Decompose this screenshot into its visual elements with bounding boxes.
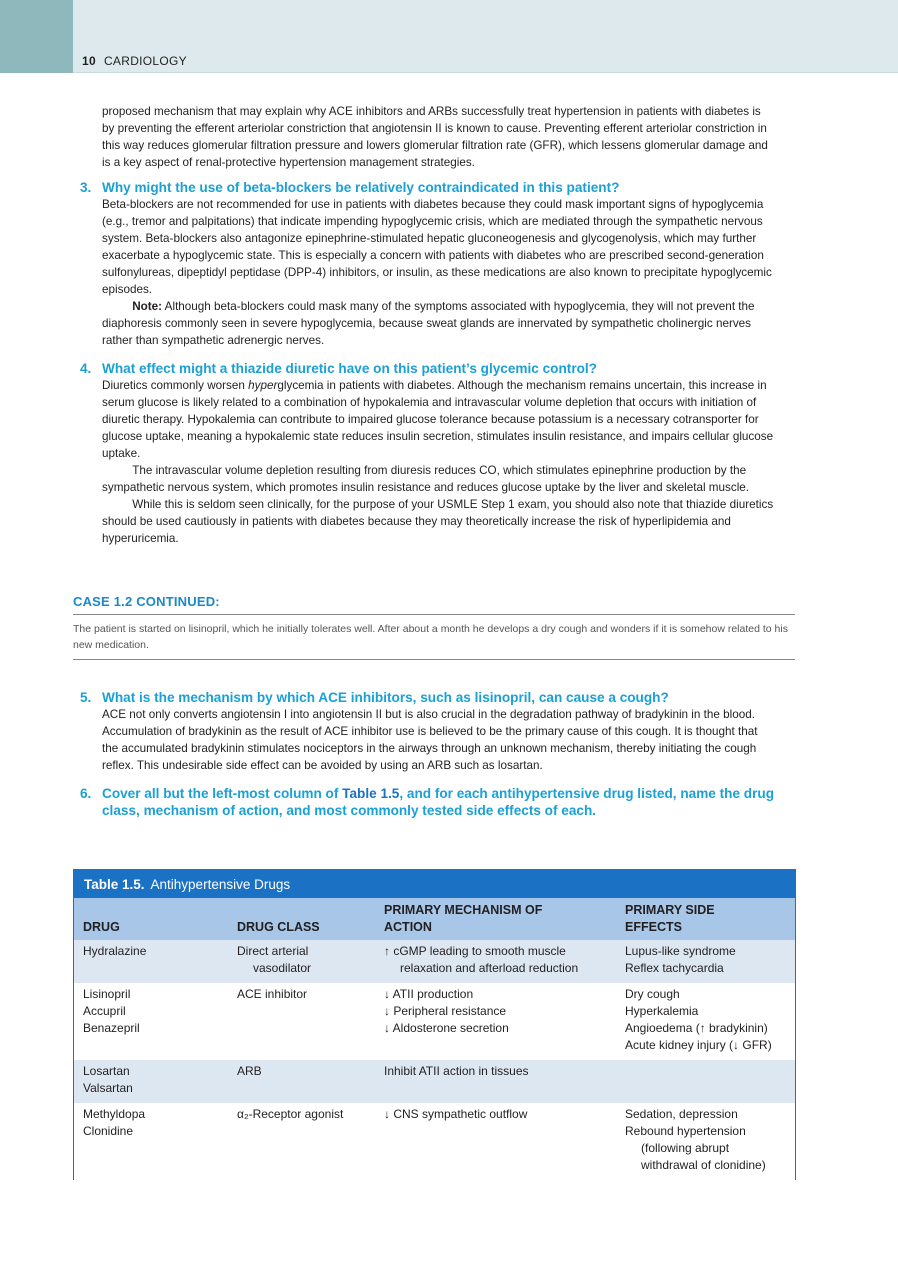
cell-line: Lisinopril [83,987,131,1001]
cell-line: ACE inhibitor [237,987,308,1001]
question-number: 5. [80,690,92,705]
table-row [74,983,795,1060]
cell-line: withdrawal of clonidine) [641,1158,766,1172]
answer-paragraph [102,377,776,462]
cell-line: α₂-Receptor agonist [237,1107,344,1121]
header-line: ACTION [384,920,432,934]
question-3-heading [80,179,794,196]
cell-line: Direct arterial [237,944,309,958]
case-title: CASE 1.2 CONTINUED: [73,594,220,609]
cell-line: Hyperkalemia [625,1004,699,1018]
mechanism-cell [375,1063,616,1097]
mechanism-cell [375,986,616,1054]
page-number: 10 [82,54,96,68]
cell-line: relaxation and afterload reduction [400,961,579,975]
text-run: , and for each antihypertensive drug listed, name the drug class, mechanism of action, and most commonly tested side effects of each. [102,786,775,818]
note-text: Although beta-blockers could mask many of the symptoms associated with hypoglycemia, they will not prevent the diaphoresis commonly seen in severe hypoglycemia, because sweat glands are innervated by sympathetic cholinergic nerves rather than sympathetic adrenergic nerves. [102,299,755,347]
intro-paragraph: proposed mechanism that may explain why ACE inhibitors and ARBs successfully treat hypertension in patients with diabetes is by preventing the efferent arteriolar constriction that angiotensin II is known to cause. Preventing efferent arteriolar constriction in this way reduces glomerular filtration pressure and lowers glomerular filtration rate (GFR), which lessens glomerular damage and is a key aspect of renal-protective hypertension management strategies. [102,104,768,169]
question-5-heading [80,689,794,706]
header-line: PRIMARY SIDE [625,903,715,917]
table-reference-link[interactable]: Table 1.5 [342,786,400,801]
mechanism-cell [375,1106,616,1174]
drug-cell [74,1063,228,1097]
side-effects-cell [616,943,795,977]
cell-line: Sedation, depression [625,1107,738,1121]
question-title: Why might the use of beta-blockers be relatively contraindicated in this patient? [102,180,620,195]
cell-line: ↓ Aldosterone secretion [384,1021,509,1035]
question-4 [80,360,794,547]
cell-line: Accupril [83,1004,126,1018]
header-side-effects [616,898,795,940]
header-tab [0,0,73,73]
text-run: glycemia in patients with diabetes. Although the mechanism remains uncertain, this increase in serum glucose is likely related to a combination of hypokalemia and intravascular volume depletion that occurs with initiation of diuretic therapy. Hypokalemia can contribute to impaired glucose tolerance because potassium is a necessary cotransporter for glucose uptake, meaning a hypokalemic state reduces insulin secretion, stimulates insulin resistance, and impairs cellular glucose uptake. [102,378,774,460]
header-line: PRIMARY MECHANISM OF [384,903,543,917]
cell-line: Inhibit ATII action in tissues [384,1064,529,1078]
table-title: Antihypertensive Drugs [150,877,291,892]
question-3 [80,179,794,349]
question-number: 3. [80,180,92,195]
antihypertensive-table [73,869,796,1180]
emphasis: hyper [248,378,278,392]
table-body [74,940,795,1180]
drug-cell [74,943,228,977]
table-label: Table 1.5. [84,877,145,892]
drug-cell [74,1106,228,1174]
cell-line: ↓ ATII production [384,987,474,1001]
side-effects-cell [616,986,795,1054]
cell-line: Reflex tachycardia [625,961,724,975]
cell-line: Hydralazine [83,944,147,958]
cell-line: Dry cough [625,987,680,1001]
cell-line: Losartan [83,1064,130,1078]
cell-line: vasodilator [253,961,312,975]
text-run: Diuretics commonly worsen [102,378,249,392]
note-label: Note: [132,299,163,313]
cell-line: ARB [237,1064,262,1078]
table-row [74,940,795,983]
drug-class-cell [228,986,375,1054]
case-divider-top [73,614,795,615]
header-drug-class: DRUG CLASS [237,920,320,934]
cell-line: ↓ Peripheral resistance [384,1004,507,1018]
question-title: What effect might a thiazide diuretic have on this patient’s glycemic control? [102,361,597,376]
table-caption [73,869,796,898]
header-line: EFFECTS [625,920,682,934]
cell-line: ↑ cGMP leading to smooth muscle [384,944,566,958]
answer-paragraph: Beta-blockers are not recommended for use in patients with diabetes because they could mask important signs of hypoglycemia (e.g., tremor and palpitations) that indicate impending hypoglycemic crisis, which are mediated through the sympathetic nervous system. Beta-blockers also antagonize epinephrine-stimulated hepatic gluconeogenesis and glycogenolysis, which may further exacerbate a hypoglycemic state. This is especially a concern with patients with diabetes who are prescribed second-generation sulfonylureas, dipeptidyl peptidase (DPP-4) inhibitors, or insulin, as these medications are also known to precipitate hypoglycemic episodes. [102,197,772,296]
drug-cell [74,986,228,1054]
cell-line: Lupus-like syndrome [625,944,736,958]
cell-line: (following abrupt [641,1141,730,1155]
question-4-heading [80,360,794,377]
answer-paragraph: ACE not only converts angiotensin I into angiotensin II but is also crucial in the degradation pathway of bradykinin in the blood. Accumulation of bradykinin as the result of ACE inhibitor use is believed to be the primary cause of this cough. It is thought that the accumulated bradykinin stimulates nociceptors in the airways through an unknown mechanism, thereby initiating the cough reflex. This undesirable side effect can be avoided by using an ARB such as losartan. [102,707,758,772]
table-row [74,1060,795,1103]
answer-paragraph: The intravascular volume depletion resulting from diuresis reduces CO, which stimulates epinephrine production by the sympathetic nervous system, which promotes insulin resistance and reduces glucose uptake by the liver and skeletal muscle. [102,463,750,494]
question-6 [80,785,794,819]
table-header-row [74,898,795,940]
cell-line: Acute kidney injury (↓ GFR) [625,1038,772,1052]
drug-class-cell [228,1106,375,1174]
cell-line: Clonidine [83,1124,134,1138]
section-name: CARDIOLOGY [103,54,187,68]
cell-line: Valsartan [83,1081,133,1095]
question-5 [80,689,794,774]
mechanism-cell [375,943,616,977]
note-paragraph [102,298,776,349]
header-drug: DRUG [83,920,120,934]
text-run: Cover all but the left-most column of [102,786,343,801]
side-effects-cell [616,1106,795,1174]
answer-paragraph: While this is seldom seen clinically, for the purpose of your USMLE Step 1 exam, you should also note that thiazide diuretics should be used cautiously in patients with diabetes because they may theoretically increase the risk of hyperlipidemia and hyperuricemia. [102,497,774,545]
cell-line: Benazepril [83,1021,140,1035]
running-header [82,54,187,68]
question-title [102,785,794,819]
cell-line: Angioedema (↑ bradykinin) [625,1021,768,1035]
case-divider-bottom [73,659,795,660]
drug-class-cell [228,943,375,977]
question-title: What is the mechanism by which ACE inhibitors, such as lisinopril, can cause a cough? [102,690,669,705]
case-text: The patient is started on lisinopril, which he initially tolerates well. After about a month he develops a dry cough and wonders if it is somehow related to his new medication. [73,623,788,651]
question-6-heading [80,785,794,819]
cell-line: ↓ CNS sympathetic outflow [384,1107,528,1121]
question-number: 4. [80,361,92,376]
cell-line: Rebound hypertension [625,1124,746,1138]
drug-class-cell [228,1063,375,1097]
side-effects-cell [616,1063,795,1097]
header-divider [73,72,898,73]
table-row [74,1103,795,1180]
header-mechanism [375,898,616,940]
cell-line: Methyldopa [83,1107,146,1121]
question-number: 6. [80,786,92,801]
